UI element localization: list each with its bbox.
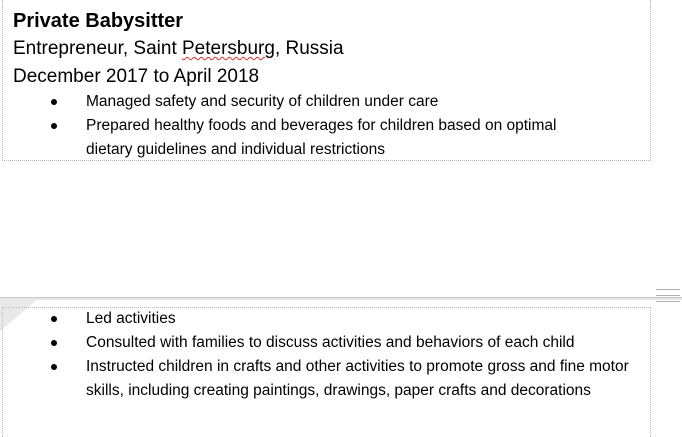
bullet-list-page-2 (0, 307, 631, 403)
list-item-text: Prepared healthy foods and beverages for children based on optimal dietary guidelines and individual restrictions (86, 117, 557, 158)
employer-suffix: , Russia (274, 38, 344, 59)
bullet-icon (51, 316, 57, 322)
list-item-text: Managed safety and security of children under care (86, 93, 439, 110)
list-item[interactable] (0, 90, 606, 114)
page-margin-marker-icon (656, 289, 680, 305)
text-boundary-right-page-2 (650, 307, 651, 437)
job-employer[interactable] (13, 36, 344, 62)
job-title[interactable]: Private Babysitter (13, 10, 184, 32)
bullet-icon (51, 123, 57, 129)
bullet-icon (51, 340, 57, 346)
spellcheck-flagged-word[interactable]: Petersburg (182, 38, 275, 59)
list-item[interactable] (0, 307, 631, 331)
list-item-text: Led activities (86, 310, 176, 327)
job-dates[interactable]: December 2017 to April 2018 (13, 66, 260, 87)
bullet-icon (51, 364, 57, 370)
list-item-text: Consulted with families to discuss activities and behaviors of each child (86, 334, 575, 351)
bullet-icon (51, 99, 57, 105)
bullet-list-page-1 (0, 90, 606, 162)
text-boundary-right (650, 0, 651, 160)
employer-prefix: Entrepreneur, Saint (13, 38, 182, 59)
list-item[interactable] (0, 355, 631, 403)
page-1 (0, 0, 682, 172)
list-item-text: Instructed children in crafts and other activities to promote gross and fine motor skills, including creating paintings, drawings, paper crafts and decorations (86, 358, 629, 399)
list-item[interactable] (0, 114, 606, 162)
page-break-divider (0, 297, 682, 300)
list-item[interactable] (0, 331, 631, 355)
